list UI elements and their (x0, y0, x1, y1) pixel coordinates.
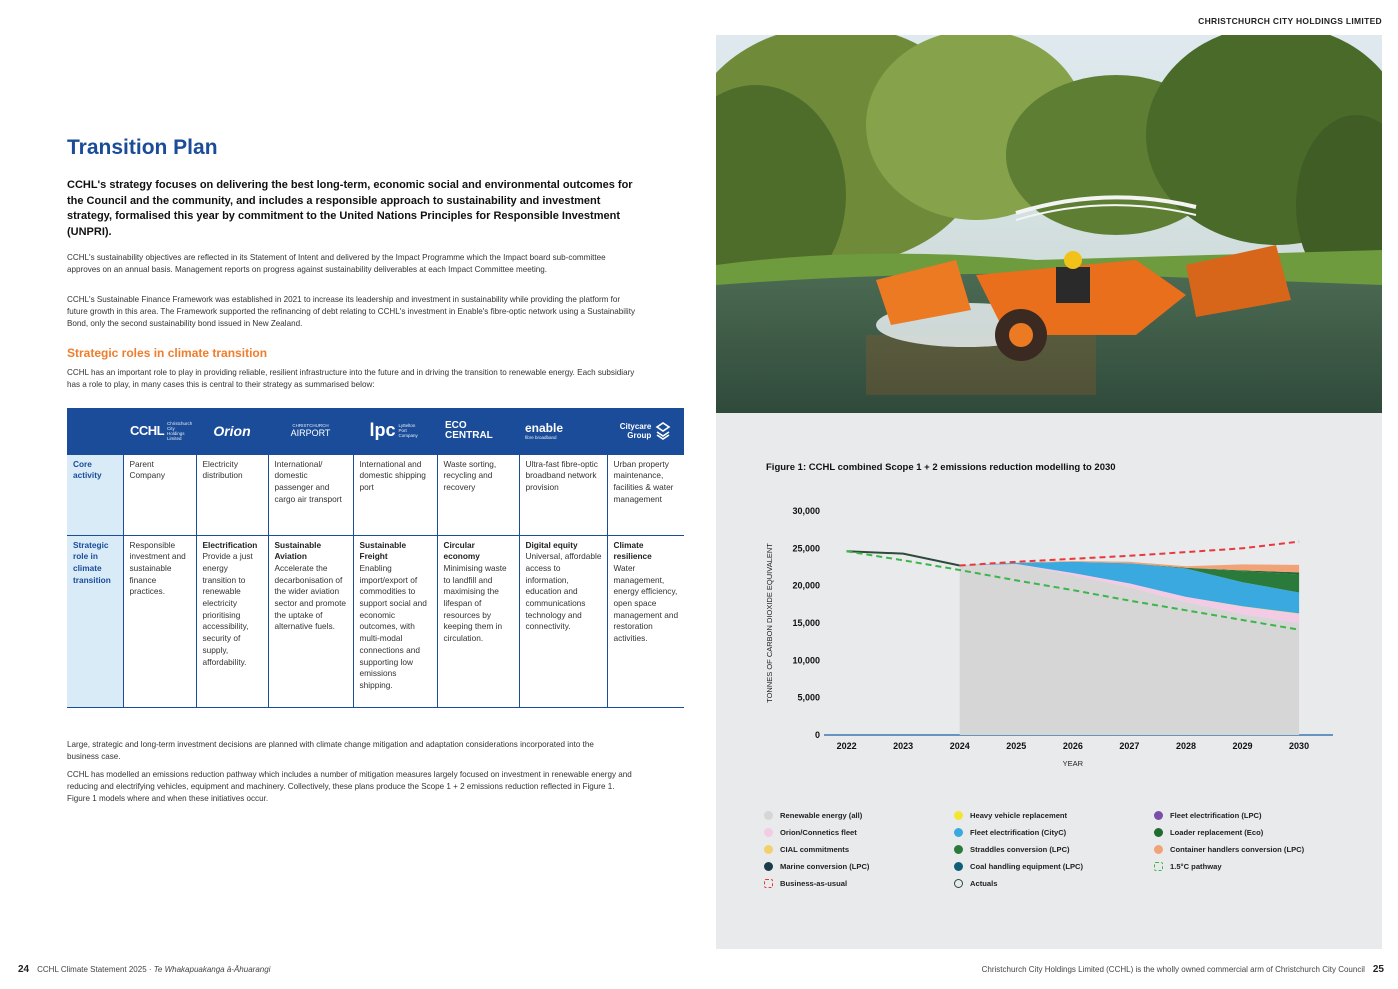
table-cell: Electrification Provide a just energy transition to renewable electricity prioritising accessibility, security of supply, affordability. (196, 535, 268, 707)
ecocentral-logo: ECO CENTRAL (437, 408, 519, 454)
legend-swatch (1154, 845, 1163, 854)
airport-logo: CHRISTCHURCH AIRPORT (268, 408, 353, 454)
legend-swatch (764, 845, 773, 854)
row-heading: Core activity (67, 454, 123, 535)
footer-right-text: Christchurch City Holdings Limited (CCHL) is the wholly owned commercial arm of Christchurch City Council (981, 965, 1365, 974)
table-cell: International/ domestic passenger and cargo air transport (268, 454, 353, 535)
legend-item (954, 828, 1066, 837)
legend-label: Coal handling equipment (LPC) (970, 862, 1084, 871)
x-tick-label: 2029 (1232, 741, 1253, 751)
legend-label: Loader replacement (Eco) (1170, 828, 1264, 837)
legend-item (1154, 811, 1262, 820)
legend-swatch (1154, 828, 1163, 837)
legend-label: Straddles conversion (LPC) (970, 845, 1070, 854)
y-tick-label: 10,000 (792, 655, 820, 666)
page-number-left: 24 (18, 964, 30, 975)
x-tick-label: 2028 (1175, 741, 1196, 751)
table-cell: Parent Company (123, 454, 196, 535)
page-number-right: 25 (1372, 964, 1384, 975)
legend-item (764, 811, 862, 820)
table-cell: International and domestic shipping port (353, 454, 437, 535)
legend-label: Renewable energy (all) (780, 811, 863, 820)
strategic-roles-table (67, 408, 684, 708)
legend-label: Fleet electrification (CityC) (970, 828, 1067, 837)
legend-label: Fleet electrification (LPC) (1170, 811, 1262, 820)
legend-label: Business-as-usual (780, 879, 848, 888)
x-tick-label: 2026 (1062, 741, 1083, 751)
table-cell: Sustainable Freight Enabling import/export of commodities to support social and economic outcomes, with multi-modal connections and supporting low emissions shipping. (353, 535, 437, 707)
citycare-logo: Citycare Group (607, 408, 684, 454)
legend-item (764, 845, 849, 854)
chart-panel (716, 413, 1382, 949)
row-heading: Strategic role in climate transition (67, 535, 123, 707)
table-cell: Digital equity Universal, affordable access to information, education and communications technology and connectivity. (519, 535, 607, 707)
legend-label: Heavy vehicle replacement (970, 811, 1068, 820)
logo-row (67, 408, 684, 454)
x-tick-label: 2025 (1006, 741, 1027, 751)
legend-swatch (954, 828, 963, 837)
y-axis-title: TONNES OF CARBON DIOXIDE EQUIVALENT (765, 543, 774, 703)
legend-swatch (764, 879, 773, 888)
lead-paragraph: CCHL's strategy focuses on delivering the best long-term, economic social and environmental outcomes for the Council and the community, and includes a responsible approach to sustainability and investment strategy, formalised this year by commitment to the United Nations Principles for Responsible Investment (UNPRI). (67, 179, 633, 238)
legend-swatch (954, 862, 963, 871)
x-tick-label: 2030 (1289, 741, 1310, 751)
legend-item (954, 811, 1067, 820)
river-weed-harvester-photo (716, 35, 1382, 413)
legend-swatch (1154, 862, 1163, 871)
x-axis-title: YEAR (1062, 759, 1084, 768)
y-tick-label: 20,000 (792, 580, 820, 591)
table-cell: Sustainable Aviation Accelerate the decarbonisation of the wider aviation sector and promote the uptake of alternative fuels. (268, 535, 353, 707)
paragraph-3: CCHL has an important role to play in providing reliable, resilient infrastructure into the future and in driving the transition to renewable energy. Each subsidiary has a role to play, in many cases this is central to their strategy as summarised below: (67, 368, 635, 389)
lpc-logo: lpc Lyttelton Port Company (353, 408, 437, 454)
x-tick-label: 2022 (836, 741, 857, 751)
legend-label: CIAL commitments (780, 845, 850, 854)
legend-swatch (954, 845, 963, 854)
table-cell: Circular economy Minimising waste to landfill and maximising the lifespan of resources by keeping them in circulation. (437, 535, 519, 707)
paragraph-1: CCHL's sustainability objectives are reflected in its Statement of Intent and delivered by the Impact Programme which the Impact board sub-committee approves on an annual basis. Management reports on progress against sustainability deliverables at each Impact Committee meeting. (67, 253, 606, 274)
corner-cell (67, 408, 123, 454)
y-tick-label: 0 (814, 730, 820, 740)
legend-swatch (764, 862, 773, 871)
footer-left-text: CCHL Climate Statement 2025 · Te Whakapuakanga ā-Āhuarangi (37, 965, 271, 974)
legend-item (764, 879, 847, 888)
photo-illustration (716, 35, 1382, 413)
emissions-chart (716, 493, 1382, 863)
y-tick-label: 25,000 (792, 543, 820, 554)
legend-item (1154, 862, 1222, 871)
orion-logo: Orion (196, 408, 268, 454)
legend-label: Actuals (970, 879, 998, 888)
table-cell: Electricity distribution (196, 454, 268, 535)
x-tick-label: 2024 (949, 741, 970, 751)
legend-item (1154, 828, 1263, 837)
enable-logo: enable fibre broadband (519, 408, 607, 454)
legend-label: 1.5°C pathway (1170, 862, 1222, 871)
legend-item (954, 862, 1083, 871)
table-cell: Responsible investment and sustainable finance practices. (123, 535, 196, 707)
table-cell: Climate resilience Water management, energy efficiency, open space management and restoration activities. (607, 535, 684, 707)
line-actuals (847, 551, 960, 565)
legend-item (954, 845, 1070, 854)
legend-label: Marine conversion (LPC) (780, 862, 870, 871)
legend-swatch (764, 811, 773, 820)
paragraph-2: CCHL's Sustainable Finance Framework was established in 2021 to increase its leadership and investment in sustainability while providing the platform for future growth in this area. The Framework supported the refinancing of debt relating to CCHL's investment in Enable's fibre-optic network using a Sustainability Bond, only the second sustainability bond issued in New Zealand. (67, 295, 635, 328)
x-tick-label: 2027 (1119, 741, 1140, 751)
legend-item (764, 862, 869, 871)
y-tick-label: 30,000 (792, 506, 820, 516)
table-cell: Ultra-fast fibre-optic broadband network provision (519, 454, 607, 535)
table-cell: Waste sorting, recycling and recovery (437, 454, 519, 535)
strategic-role-row (67, 535, 684, 707)
section-subheading: Strategic roles in climate transition (67, 346, 268, 360)
paragraph-4: Large, strategic and long-term investment decisions are planned with climate change mitigation and adaptation considerations incorporated into the business case. (67, 740, 594, 761)
legend-swatch (764, 828, 773, 837)
footer-right (982, 964, 1384, 975)
x-tick-label: 2023 (893, 741, 914, 751)
legend-label: Container handlers conversion (LPC) (1170, 845, 1305, 854)
core-activity-row (67, 454, 684, 535)
page-title: Transition Plan (67, 136, 218, 159)
legend-swatch (954, 811, 963, 820)
legend-label: Orion/Connetics fleet (780, 828, 857, 837)
y-tick-label: 15,000 (792, 618, 820, 628)
chart-title: Figure 1: CCHL combined Scope 1 + 2 emissions reduction modelling to 2030 (766, 462, 1116, 473)
legend-item (1154, 845, 1304, 854)
org-header: CHRISTCHURCH CITY HOLDINGS LIMITED (1198, 16, 1382, 26)
paragraph-5: CCHL has modelled an emissions reduction pathway which includes a number of mitigation measures largely focused on investment in renewable energy and reducing and electrifying vehicles, equipment and machinery. Collectively, these plans produce the Scope 1 + 2 emissions reduction reflected in Figure 1. Figure 1 models where and when these initiatives occur. (67, 770, 632, 803)
footer-left (18, 964, 270, 975)
legend-item (954, 879, 997, 888)
legend-item (764, 828, 857, 837)
table-cell: Urban property maintenance, facilities & water management (607, 454, 684, 535)
y-tick-label: 5,000 (797, 692, 820, 703)
cchl-logo: CCHL Christchurch City Holdings Limited (123, 408, 196, 454)
legend-swatch (1154, 811, 1163, 820)
legend-swatch (954, 879, 963, 888)
citycare-mark-icon (655, 422, 671, 440)
